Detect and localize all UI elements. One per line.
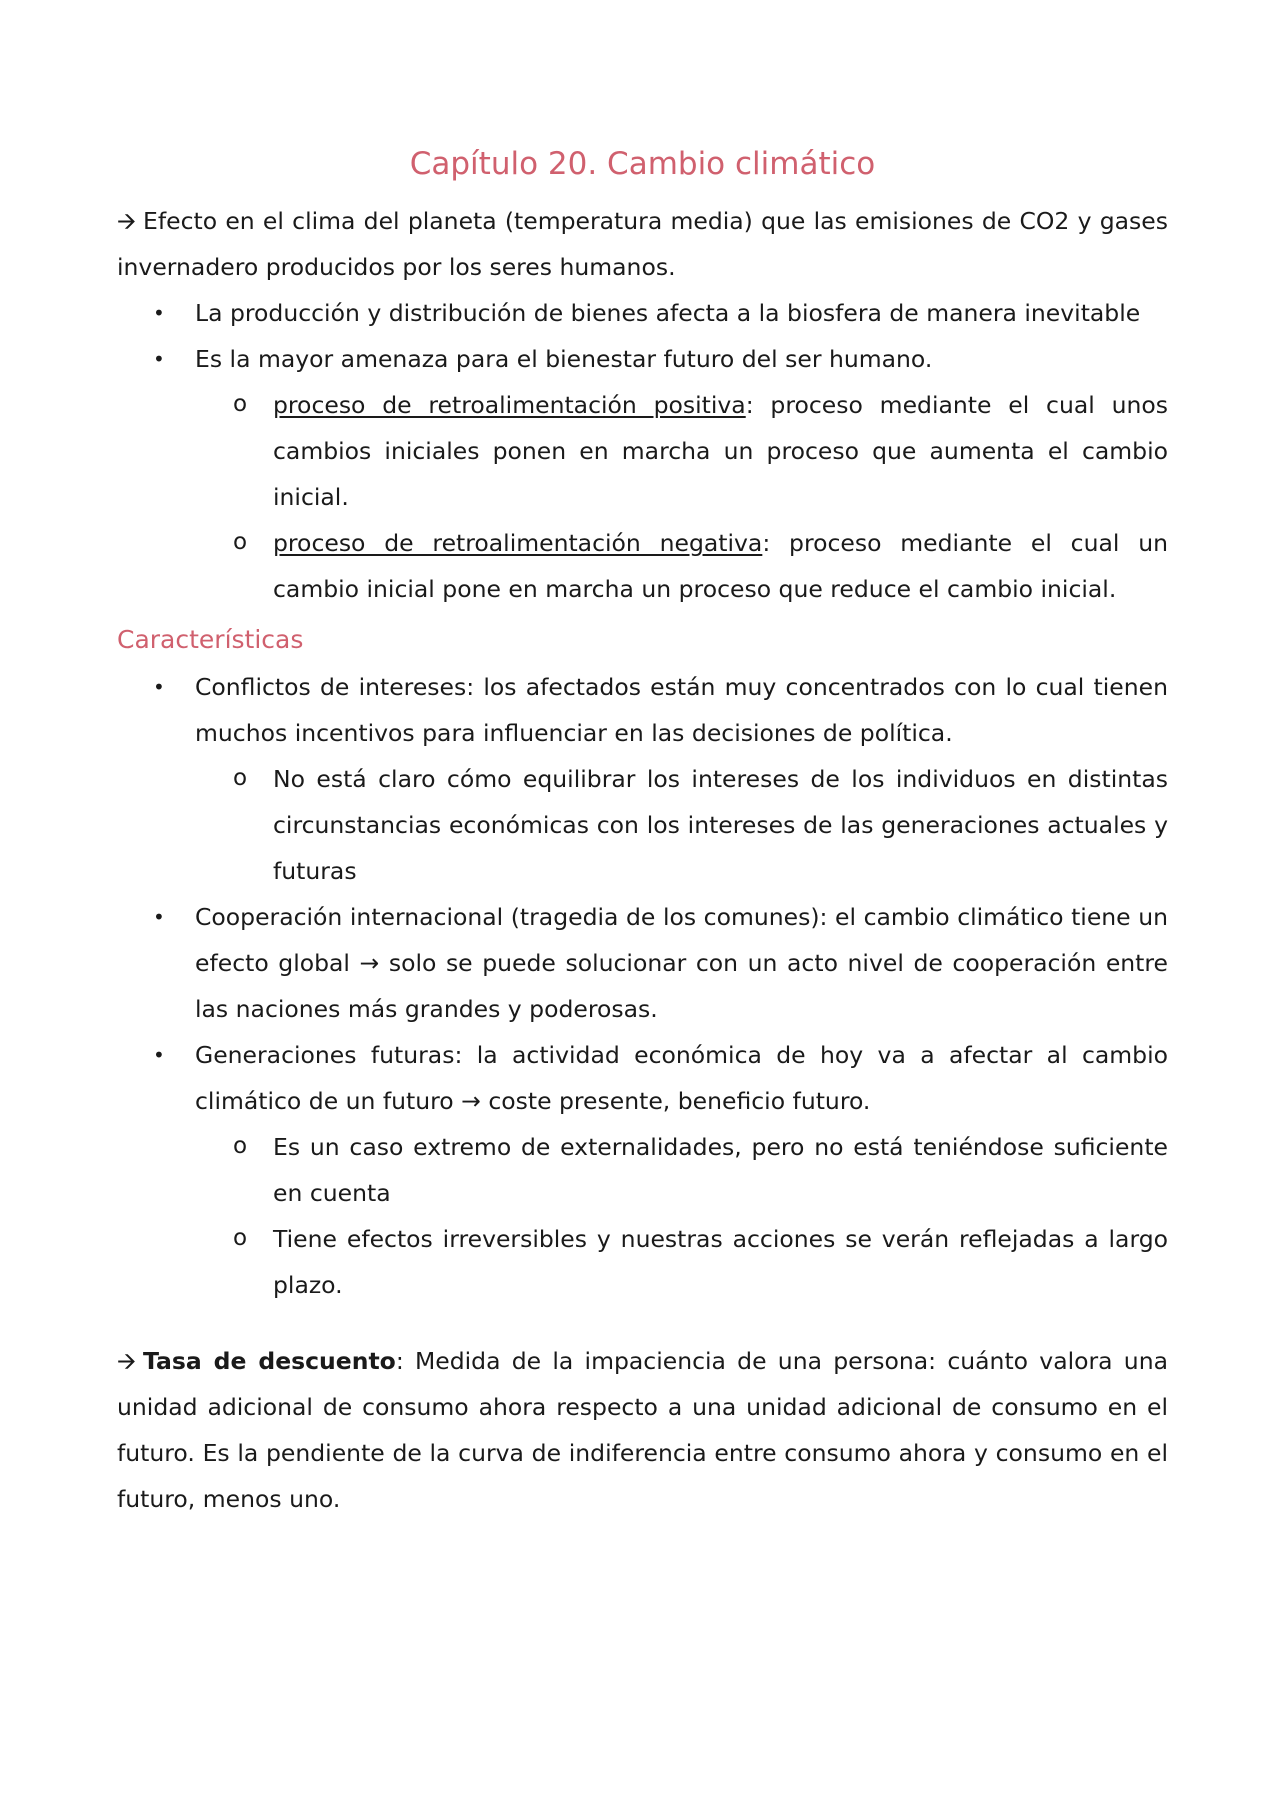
sub-list-item-text: : proceso mediante el cual unos cambios iniciales ponen en marcha un proceso que aumenta el cambio inicial. — [273, 391, 1168, 511]
arrow-right-icon: 🡪 — [117, 207, 137, 235]
sub-list-item-text: Tiene efectos irreversibles y nuestras acciones se verán reflejadas a largo plazo. — [273, 1225, 1168, 1299]
list-item-text: Cooperación internacional (tragedia de los comunes): el cambio climático tiene un efecto global → solo se puede solucionar con un acto nivel de cooperación entre las naciones más grandes y poderosas. — [195, 903, 1168, 1023]
list-item — [153, 290, 1168, 336]
page-title: Capítulo 20. Cambio climático — [409, 146, 876, 182]
bullet-icon: • — [153, 675, 165, 699]
circle-bullet-icon: o — [233, 529, 248, 555]
bullet-icon: • — [153, 905, 165, 929]
spacer — [117, 1308, 1168, 1338]
term-negative-feedback: proceso de retroalimentación negativa — [273, 529, 763, 557]
list-item-text: La producción y distribución de bienes afecta a la biosfera de manera inevitable — [195, 299, 1141, 327]
caracteristicas-list — [117, 664, 1168, 1308]
bullet-icon: • — [153, 347, 165, 371]
circle-bullet-icon: o — [233, 1133, 248, 1159]
document-page — [117, 142, 1168, 1522]
list-item-text: Conflictos de intereses: los afectados están muy concentrados con lo cual tienen muchos incentivos para influenciar en las decisiones de política. — [195, 673, 1168, 747]
intro-paragraph — [117, 198, 1168, 290]
list-item — [153, 1032, 1168, 1308]
list-item — [153, 336, 1168, 612]
intro-text: Efecto en el clima del planeta (temperatura media) que las emisiones de CO2 y gases invernadero producidos por los seres humanos. — [117, 207, 1168, 281]
list-item-text: Generaciones futuras: la actividad económica de hoy va a afectar al cambio climático de un futuro → coste presente, beneficio futuro. — [195, 1041, 1168, 1115]
intro-bullet-list — [117, 290, 1168, 612]
sub-list-item-text: : proceso mediante el cual un cambio inicial pone en marcha un proceso que reduce el cambio inicial. — [273, 529, 1168, 603]
sub-list-item — [233, 1216, 1168, 1308]
section-heading-caracteristicas: Características — [117, 625, 304, 654]
tasa-text: : Medida de la impaciencia de una persona: cuánto valora una unidad adicional de consumo ahora respecto a una unidad adicional de consumo en el futuro. Es la pendiente de la curva de indiferencia entre consumo ahora y consumo en el futuro, menos uno. — [117, 1347, 1169, 1513]
sub-list — [195, 756, 1168, 894]
list-item-text: Es la mayor amenaza para el bienestar futuro del ser humano. — [195, 345, 933, 373]
circle-bullet-icon: o — [233, 765, 248, 791]
sub-list-item — [233, 382, 1168, 520]
bullet-icon: • — [153, 301, 165, 325]
sub-list-item — [233, 1124, 1168, 1216]
list-item — [153, 894, 1168, 1032]
sub-list-item — [233, 520, 1168, 612]
sub-list — [195, 1124, 1168, 1308]
sub-list-item-text: Es un caso extremo de externalidades, pero no está teniéndose suficiente en cuenta — [273, 1133, 1168, 1207]
tasa-paragraph — [117, 1338, 1168, 1522]
circle-bullet-icon: o — [233, 391, 248, 417]
term-positive-feedback: proceso de retroalimentación positiva — [273, 391, 746, 419]
sub-list — [195, 382, 1168, 612]
circle-bullet-icon: o — [233, 1225, 248, 1251]
arrow-right-icon: 🡪 — [117, 1347, 137, 1375]
list-item — [153, 664, 1168, 894]
sub-list-item — [233, 756, 1168, 894]
sub-list-item-text: No está claro cómo equilibrar los intereses de los individuos en distintas circunstancias económicas con los intereses de las generaciones actuales y futuras — [273, 765, 1168, 885]
bullet-icon: • — [153, 1043, 165, 1067]
tasa-term: Tasa de descuento — [143, 1347, 396, 1375]
